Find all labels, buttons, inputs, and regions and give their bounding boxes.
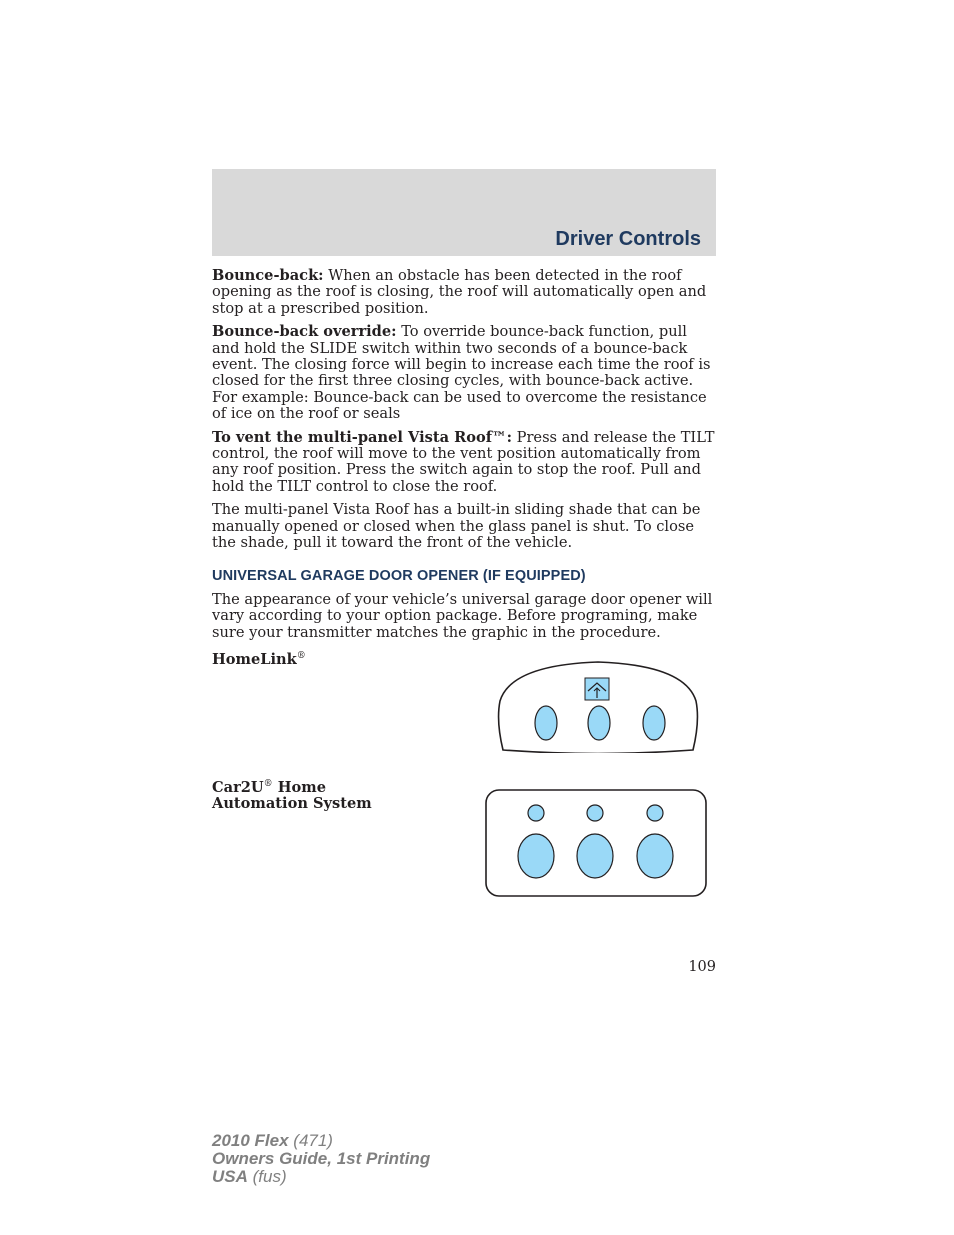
footer-line-1 (212, 1132, 430, 1150)
header-band (212, 169, 716, 256)
homelink-figure (493, 661, 703, 753)
homelink-button-3 (643, 706, 665, 740)
vent-term: To vent the multi-panel Vista Roof™: (212, 428, 512, 446)
homelink-label (212, 648, 306, 668)
shade-paragraph: The multi-panel Vista Roof has a built-in sliding shade that can be manually opened or closed when the glass panel is shut. To close the shade, pull it toward the front of the vehicle. (212, 501, 701, 552)
footer-model: 2010 Flex (212, 1131, 289, 1150)
bounce-back-term: Bounce-back: (212, 267, 324, 284)
main-content (212, 268, 718, 648)
car2u-label-text-b: Home Automation System (212, 778, 372, 813)
page-number: 109 (688, 959, 716, 975)
footer-line-2 (212, 1150, 430, 1168)
footer-guide: Owners Guide, 1st Printing (212, 1149, 431, 1168)
footer (212, 1132, 430, 1186)
car2u-button-3 (637, 834, 673, 878)
car2u-figure (484, 788, 708, 898)
bounce-back-text: When an obstacle has been detected in the roof opening as the roof is closing, the roof will automatically open and stop at a prescribed position. (212, 267, 707, 317)
car2u-label-text-a: Car2U (212, 778, 264, 796)
footer-model-code: (471) (288, 1131, 333, 1150)
car2u-button-1 (518, 834, 554, 878)
homelink-button-1 (535, 706, 557, 740)
homelink-label-text: HomeLink (212, 650, 297, 668)
garage-intro: The appearance of your vehicle’s universal garage door opener will vary according to your option package. Before programing, make sure your transmitter matches the graphic in the procedure. (212, 590, 713, 641)
car2u-indicator-2 (587, 805, 603, 821)
car2u-label (212, 776, 422, 813)
bounce-back-override-text: To override bounce-back function, pull and hold the SLIDE switch within two seconds of a bounce-back event. The closing force will begin to increase each time the roof is closed for the first three closing cycles, with bounce-back active. For example: Bounce-back can be used to overcome the resistance of ice on the roof or seals (212, 323, 711, 423)
footer-market: USA (212, 1167, 248, 1186)
house-icon (585, 678, 609, 700)
homelink-button-2 (588, 706, 610, 740)
footer-line-3 (212, 1168, 430, 1186)
car2u-reg-mark: ® (263, 779, 273, 789)
vent-paragraph (212, 430, 718, 496)
car2u-indicator-3 (647, 805, 663, 821)
vent-text: Press and release the TILT control, the roof will move to the vent position automatically from any roof position. Press the switch again to stop the roof. Pull and hold the TILT control to close the roof. (212, 428, 715, 495)
car2u-button-2 (577, 834, 613, 878)
homelink-reg-mark: ® (296, 651, 306, 661)
bounce-back-paragraph (212, 268, 718, 317)
footer-market-code: (fus) (247, 1167, 287, 1186)
bounce-back-override-term: Bounce-back override: (212, 323, 397, 341)
garage-heading: UNIVERSAL GARAGE DOOR OPENER (IF EQUIPPED) (212, 567, 586, 584)
section-title: Driver Controls (555, 228, 701, 250)
bounce-back-override-paragraph (212, 324, 718, 422)
car2u-indicator-1 (528, 805, 544, 821)
